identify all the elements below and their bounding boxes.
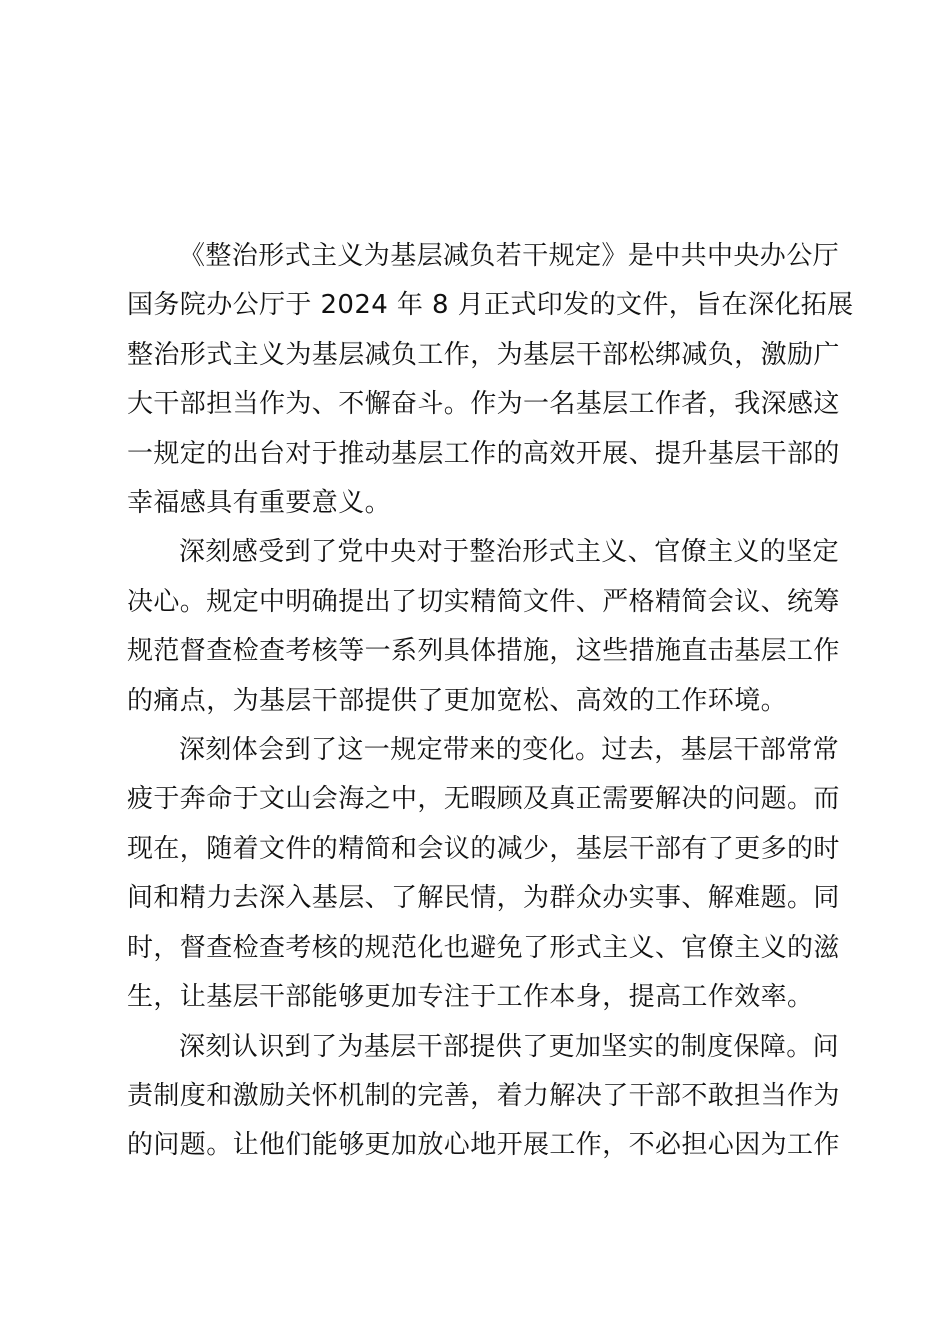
paragraph-line: 深刻认识到了为基层干部提供了更加坚实的制度保障。问 xyxy=(179,1031,840,1062)
paragraph-line: 的问题。让他们能够更加放心地开展工作，不必担心因为工作 xyxy=(127,1130,840,1161)
paragraph-line: 决心。规定中明确提出了切实精简文件、严格精简会议、统筹 xyxy=(127,586,840,617)
paragraph-line: 整治形式主义为基层减负工作，为基层干部松绑减负，激励广 xyxy=(127,339,840,370)
paragraph-line: 深刻体会到了这一规定带来的变化。过去，基层干部常常 xyxy=(179,735,840,766)
paragraph-line: 责制度和激励关怀机制的完善，着力解决了干部不敢担当作为 xyxy=(127,1080,840,1111)
document-body xyxy=(127,232,854,1171)
paragraph-line: 深刻感受到了党中央对于整治形式主义、官僚主义的坚定 xyxy=(179,537,840,568)
paragraph-line: 《整治形式主义为基层减负若干规定》是中共中央办公厅 xyxy=(179,241,840,271)
paragraph-line: 现在，随着文件的精简和会议的减少，基层干部有了更多的时 xyxy=(127,833,840,864)
paragraph-line: 的痛点，为基层干部提供了更加宽松、高效的工作环境。 xyxy=(127,685,788,716)
paragraph-3 xyxy=(127,726,840,1022)
paragraph-1 xyxy=(127,232,854,528)
paragraph-line: 间和精力去深入基层、了解民情，为群众办实事、解难题。同 xyxy=(127,883,840,914)
paragraph-4 xyxy=(127,1023,840,1171)
paragraph-line: 时，督查检查考核的规范化也避免了形式主义、官僚主义的滋 xyxy=(127,932,840,963)
paragraph-line: 国务院办公厅于 2024 年 8 月正式印发的文件，旨在深化拓展 xyxy=(127,290,854,321)
paragraph-line: 疲于奔命于文山会海之中，无暇顾及真正需要解决的问题。而 xyxy=(127,784,840,815)
paragraph-line: 生，让基层干部能够更加专注于工作本身，提高工作效率。 xyxy=(127,982,814,1013)
paragraph-line: 大干部担当作为、不懈奋斗。作为一名基层工作者，我深感这 xyxy=(127,389,840,420)
paragraph-line: 幸福感具有重要意义。 xyxy=(127,488,392,519)
paragraph-2 xyxy=(127,528,840,726)
paragraph-line: 一规定的出台对于推动基层工作的高效开展、提升基层干部的 xyxy=(127,438,840,469)
paragraph-line: 规范督查检查考核等一系列具体措施，这些措施直击基层工作 xyxy=(127,636,840,667)
